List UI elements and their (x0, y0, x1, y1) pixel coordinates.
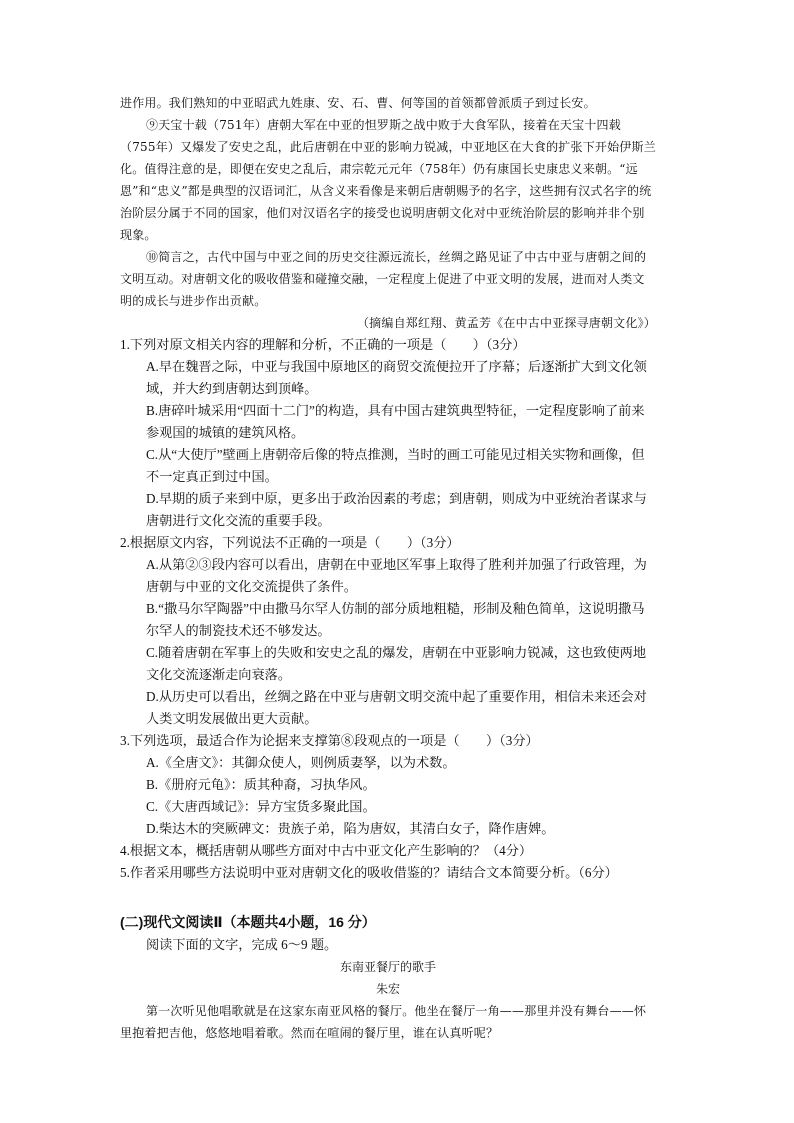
question-2 (120, 532, 656, 730)
option-c: C.从“大使厅”壁画上唐朝帝后像的特点推测，当时的画工可能见过相关实物和画像，但不一定真正到过中国。 (146, 447, 645, 484)
passage-paragraph-10: ⑩简言之，古代中国与中亚之间的历史交往源远流长，丝绸之路见证了中古中亚与唐朝之间的文明互动。对唐朝文化的吸收借鉴和碰撞交融，一定程度上促进了中亚文明的发展，进而对人类文明的成长与进步作出贡献。 (120, 250, 647, 308)
option-a: A.《全唐文》：其御众使人，则例质妻孥，以为术数。 (146, 755, 456, 770)
question-stem: 3.下列选项，最适合作为论据来支撑第⑧段观点的一项是（ ）（3分） (120, 733, 539, 748)
section-instruction: 阅读下面的文字，完成 6～9 题。 (146, 937, 338, 952)
option-b: B.唐碎叶城采用“四面十二门”的构造，具有中国古建筑典型特征，一定程度影响了前来参观国的城镇的建筑风格。 (146, 403, 645, 440)
option-a: A.从第②③段内容可以看出，唐朝在中亚地区军事上取得了胜利并加强了行政管理，为唐朝与中亚的文化交流提供了条件。 (146, 557, 647, 594)
option-b: B.《册府元龟》：质其种裔，习执华风。 (146, 777, 376, 792)
question-5: 5.作者采用哪些方法说明中亚对唐朝文化的吸收借鉴的？请结合文本简要分析。（6分） (120, 865, 618, 880)
story-paragraph-1: 第一次听见他唱歌就是在这家东南亚风格的餐厅。他坐在餐厅一角——那里并没有舞台——怀里抱着把吉他，悠悠地唱着歌。然而在喧闹的餐厅里，谁在认真听呢？ (120, 1004, 647, 1040)
option-d: D.早期的质子来到中原，更多出于政治因素的考虑；到唐朝，则成为中亚统治者谋求与唐朝进行文化交流的重要手段。 (146, 491, 647, 528)
passage-paragraph-8-tail: 进作用。我们熟知的中亚昭武九姓康、安、石、曹、何等国的首领都曾派质子到过长安。 (120, 96, 596, 110)
option-c: C.《大唐西域记》：异方宝货多聚此国。 (146, 799, 376, 814)
question-1 (120, 334, 656, 532)
question-stem: 2.根据原文内容，下列说法不正确的一项是（ ）（3分） (120, 535, 460, 550)
question-4: 4.根据文本，概括唐朝从哪些方面对中古中亚文化产生影响的？（4分） (120, 843, 533, 858)
option-d: D.柴达木的突厥碑文：贵族子弟，陷为唐奴，其清白女子，降作唐婢。 (146, 821, 555, 836)
passage-source: （摘编自郑红翔、黄孟芳《在中古中亚探寻唐朝文化》） (356, 316, 656, 330)
document-page (120, 92, 656, 1044)
passage-paragraph-9: ⑨天宝十载（751年）唐朝大军在中亚的怛罗斯之战中败于大食军队，接着在天宝十四载（755年）又爆发了安史之乱，此后唐朝在中亚的影响力锐减，中亚地区在大食的扩张下开始伊斯兰化。值得注意的是，即便在安史之乱后，肃宗乾元元年（758年）仍有康国长史康忠义来朝。“远恩”和“忠义”都是典型的汉语词汇，从含义来看像是来朝后唐朝赐予的名字，这些拥有汉式名字的统治阶层分属于不同的国家，他们对汉语名字的接受也说明唐朝文化对中亚统治阶层的影响并非个别现象。 (120, 118, 656, 242)
option-b: B.“撒马尔罕陶器”中由撒马尔罕人仿制的部分质地粗糙，形制及釉色简单，这说明撒马尔罕人的制瓷技术还不够发达。 (146, 601, 645, 638)
question-3 (120, 730, 656, 840)
option-a: A.早在魏晋之际，中亚与我国中原地区的商贸交流便拉开了序幕；后逐渐扩大到文化领域，并大约到唐朝达到顶峰。 (146, 359, 647, 396)
story-author: 朱宏 (375, 982, 400, 996)
question-stem: 1.下列对原文相关内容的理解和分析，不正确的一项是（ ）（3分） (120, 337, 526, 352)
section-heading: (二)现代文阅读Ⅱ（本题共4小题，16 分） (120, 914, 376, 930)
option-c: C.随着唐朝在军事上的失败和安史之乱的爆发，唐朝在中亚影响力锐减，这也致使两地文化交流逐渐走向衰落。 (146, 645, 647, 682)
story-title: 东南亚餐厅的歌手 (339, 960, 436, 974)
option-d: D.从历史可以看出，丝绸之路在中亚与唐朝文明交流中起了重要作用，相信未来还会对人类文明发展做出更大贡献。 (146, 689, 647, 726)
